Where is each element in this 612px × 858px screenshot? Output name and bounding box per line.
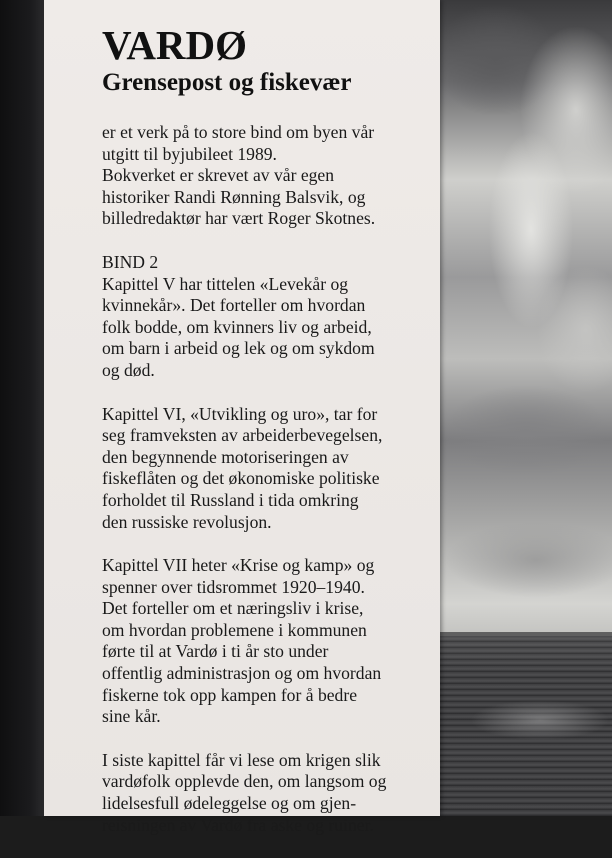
text-line: fiskerne tok opp kampen for å bedre — [102, 684, 358, 705]
intro-paragraph — [102, 122, 438, 230]
text-line: Bokverket er skrevet av vår egen — [102, 165, 335, 186]
chapter-v-paragraph — [102, 252, 438, 382]
text-line: lidelsesfull ødeleggelse og om gjen- — [102, 793, 357, 814]
text-line: Det forteller om et næringsliv i krise, — [102, 598, 364, 619]
text-line: er et verk på to store bind om byen vår — [102, 122, 375, 142]
text-line: Kapittel VII heter «Krise og kamp» og — [102, 555, 375, 576]
text-line: folk bodde, om kvinners liv og arbeid, — [102, 316, 372, 337]
text-line: seg framveksten av arbeiderbevegelsen, — [102, 425, 383, 446]
final-chapter-paragraph — [102, 750, 438, 836]
text-line: om hvordan problemene i kommunen — [102, 619, 367, 640]
text-line: fiskeflåten og det økonomiske politiske — [102, 468, 380, 489]
volume-heading: BIND 2 — [102, 251, 159, 272]
text-line: førte til at Vardø i ti år sto under — [102, 641, 329, 662]
text-line: Kapittel V har tittelen «Levekår og — [102, 273, 349, 294]
dark-background — [0, 0, 44, 816]
water-reflection — [470, 700, 610, 740]
text-line: billedredaktør har vært Roger Skotnes. — [102, 208, 376, 229]
text-line: forholdet til Russland i tida omkring — [102, 489, 359, 510]
text-line: spenner over tidsrommet 1920–1940. — [102, 576, 365, 597]
text-line: reisningen av Vardø fra aske og ruiner. — [102, 814, 374, 835]
text-line: historiker Randi Rønning Balsvik, og — [102, 186, 366, 207]
chapter-vii-paragraph — [102, 555, 438, 728]
text-line: kvinnekår». Det forteller om hvordan — [102, 295, 366, 316]
text-line: den russiske revolusjon. — [102, 511, 272, 532]
text-line: vardøfolk opplevde den, om langsom og — [102, 771, 387, 792]
book-title: VARDØ — [102, 22, 248, 68]
text-line: utgitt til byjubileet 1989. — [102, 143, 277, 164]
text-line: sine kår. — [102, 706, 161, 727]
text-line: Kapittel VI, «Utvikling og uro», tar for — [102, 403, 378, 424]
book-subtitle: Grensepost og fiskevær — [102, 69, 352, 96]
text-line: den begynnende motoriseringen av — [102, 446, 349, 467]
description-text — [102, 122, 438, 858]
text-line: offentlig administrasjon og om hvordan — [102, 663, 382, 684]
chapter-vi-paragraph — [102, 404, 438, 534]
text-line: om barn i arbeid og lek og om sykdom — [102, 338, 375, 359]
text-line: I siste kapittel får vi lese om krigen slik — [102, 749, 381, 770]
text-line: og død. — [102, 359, 155, 380]
